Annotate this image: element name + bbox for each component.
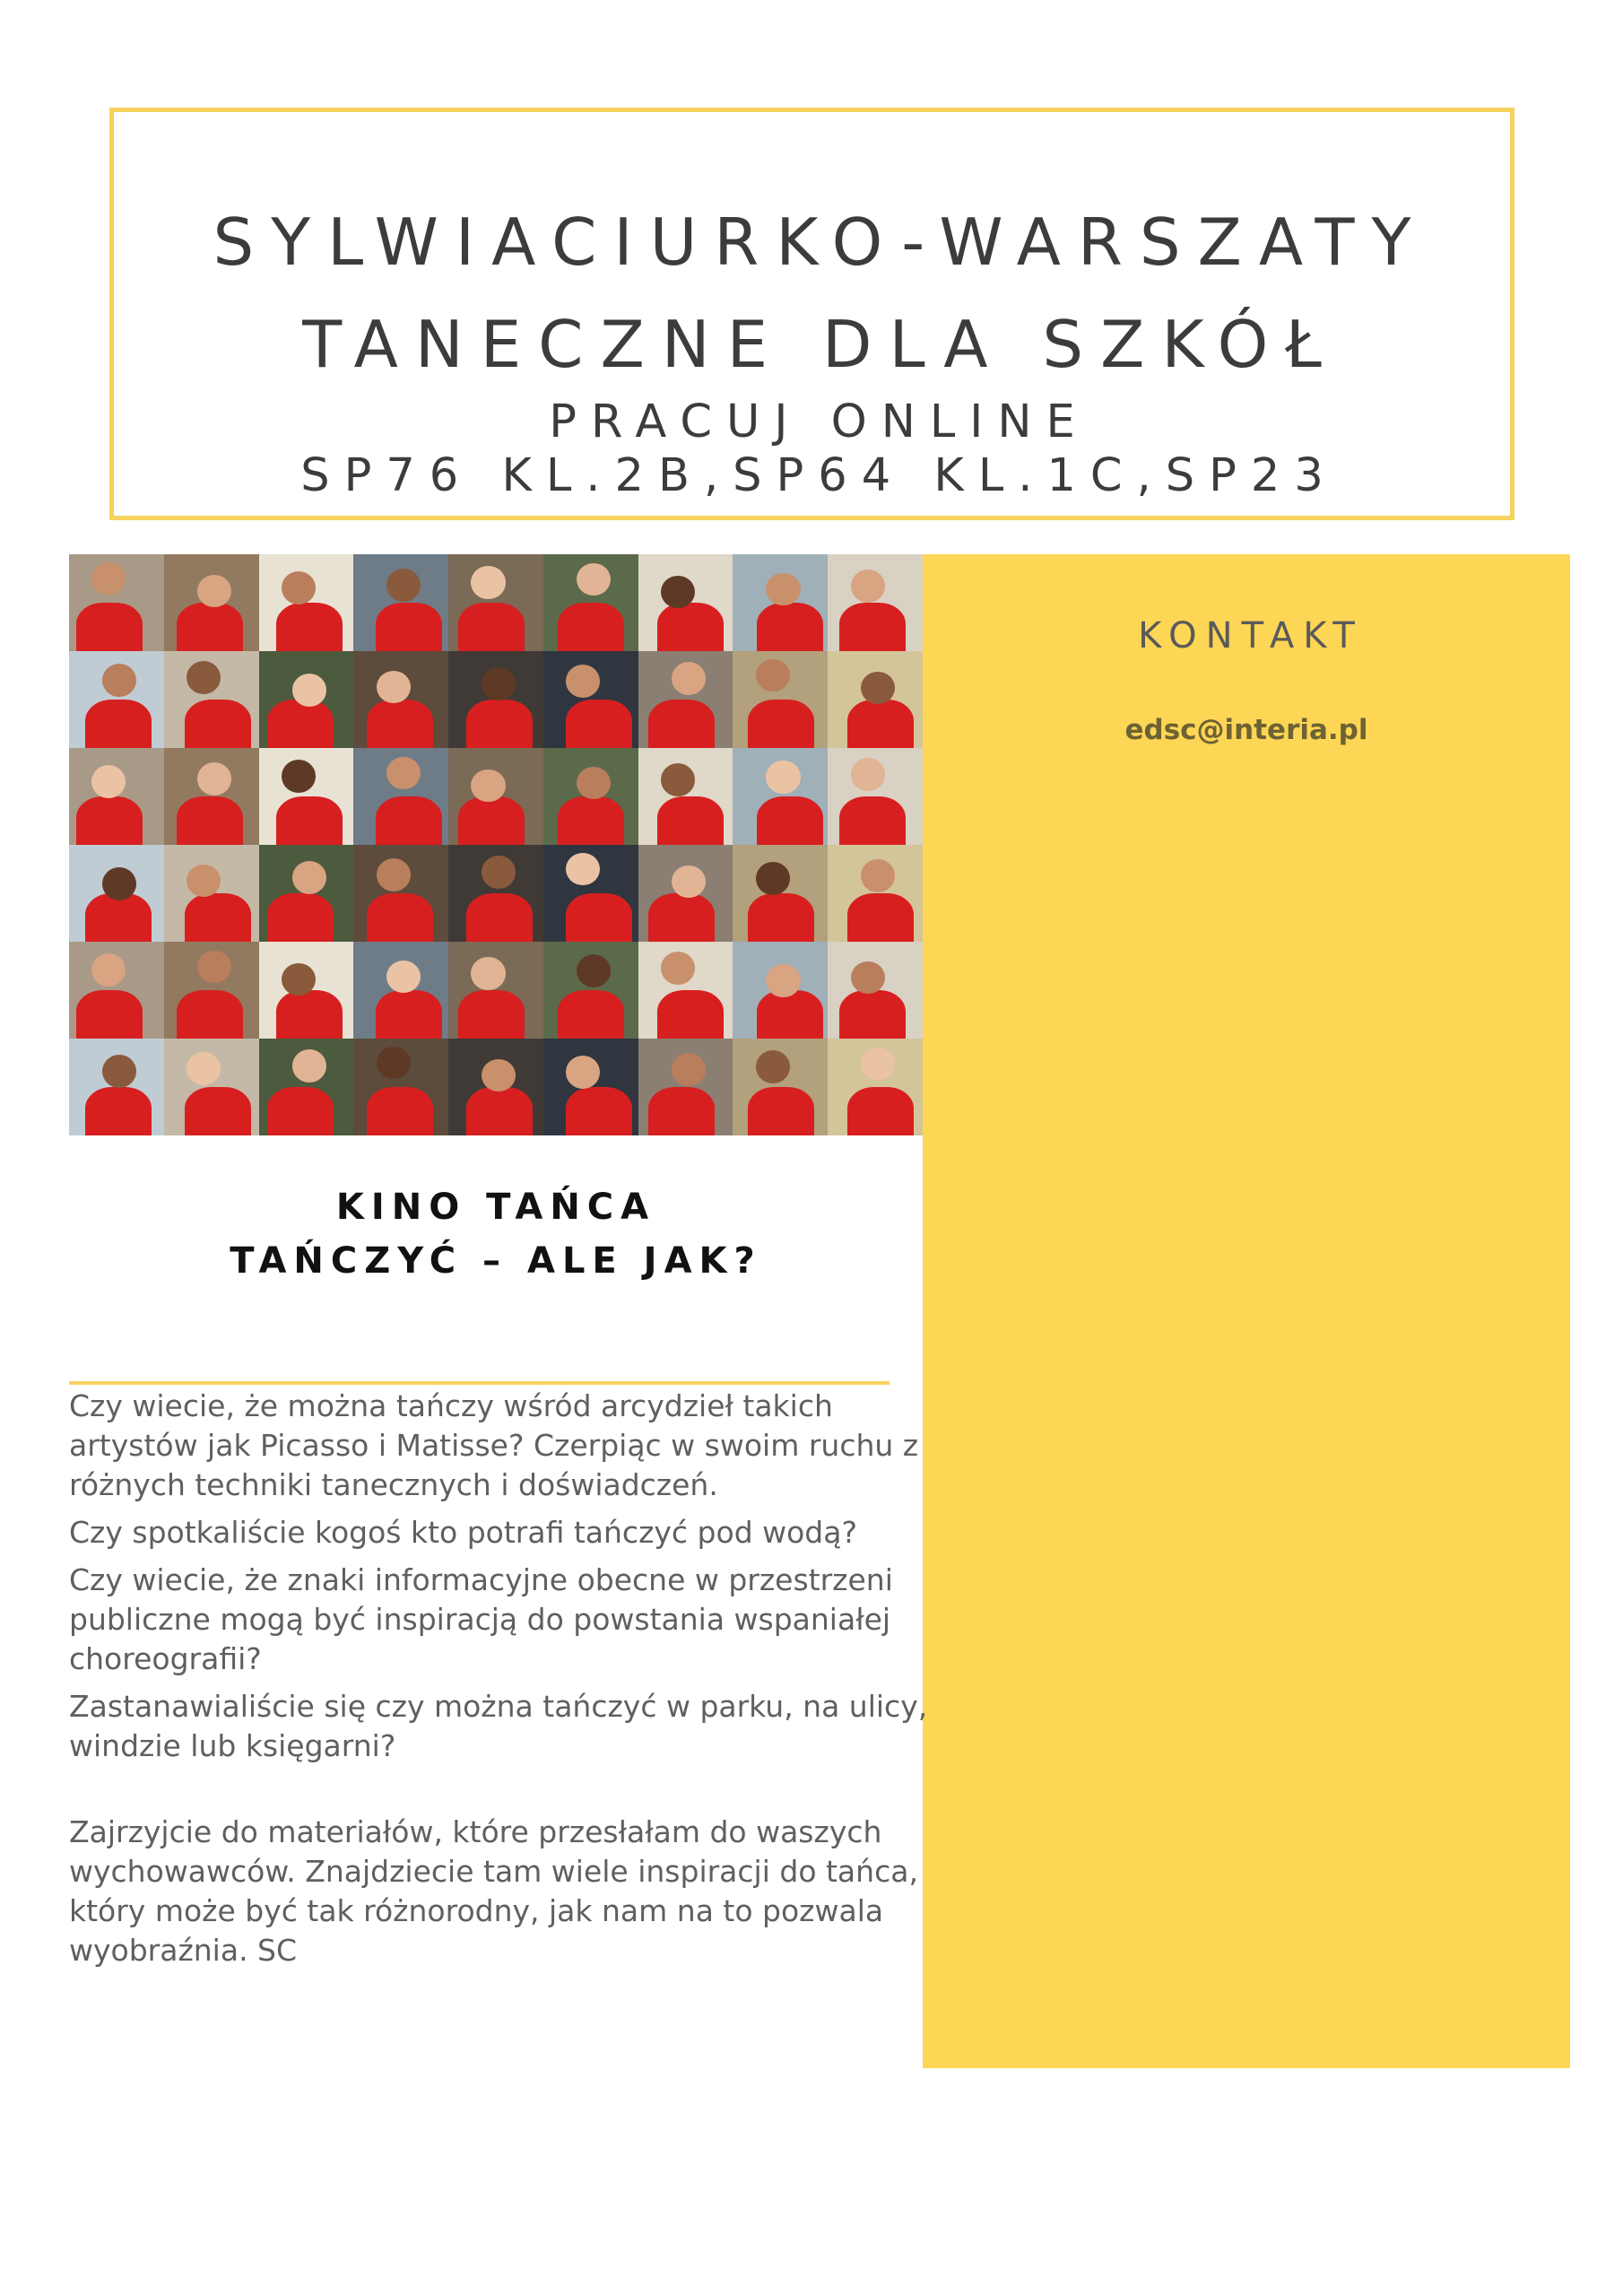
- paragraph-2: Czy spotkaliście kogoś kto potrafi tańczyć pod wodą?: [69, 1515, 857, 1550]
- dancer-photo: [638, 1039, 733, 1135]
- dancer-photo: [448, 554, 543, 651]
- subtitle-line-1: PRACUJ ONLINE: [549, 396, 1089, 448]
- subtitle-line-2: SP76 KL.2B,SP64 KL.1C,SP23: [300, 449, 1338, 502]
- dancer-photo: [543, 651, 638, 748]
- dancer-photo: [69, 554, 164, 651]
- dancer-photo: [69, 748, 164, 845]
- dancer-photo: [259, 845, 354, 942]
- dancer-photo: [69, 845, 164, 942]
- dancer-photo: [733, 942, 828, 1039]
- dancer-photo: [259, 748, 354, 845]
- dancer-photo: [543, 748, 638, 845]
- dancer-photo: [638, 845, 733, 942]
- dancer-photo: [828, 1039, 923, 1135]
- contact-sidebar: [923, 554, 1570, 2068]
- dancer-photo: [259, 651, 354, 748]
- paragraph-5: Zajrzyjcie do materiałów, które przesłałam do waszych wychowawców. Znajdziecie tam wiele inspiracji do tańca, który może być tak różnorodny, jak nam na to pozwala wyobraźnia. SC: [69, 1814, 918, 1968]
- divider-rule: [69, 1381, 890, 1385]
- dancer-photo: [733, 748, 828, 845]
- page-title: [114, 191, 1510, 396]
- dancer-photo: [353, 942, 448, 1039]
- dancer-photo: [448, 845, 543, 942]
- dancer-photo: [164, 845, 259, 942]
- dancer-photo: [164, 942, 259, 1039]
- dancer-photo: [259, 554, 354, 651]
- dancer-photo: [69, 1039, 164, 1135]
- header-box: [109, 108, 1515, 520]
- section-title-line-2: TAŃCZYĆ – ALE JAK?: [230, 1240, 762, 1282]
- dancer-photo: [733, 1039, 828, 1135]
- dancer-photo: [353, 748, 448, 845]
- dancer-photo: [259, 942, 354, 1039]
- dancer-photo: [69, 651, 164, 748]
- dancer-photo: [828, 554, 923, 651]
- dancer-photo: [259, 1039, 354, 1135]
- dancer-photo: [543, 942, 638, 1039]
- body-text: [69, 1387, 930, 1979]
- dancer-photo: [164, 651, 259, 748]
- contact-heading: KONTAKT: [1138, 615, 1364, 657]
- dancer-photo: [164, 554, 259, 651]
- dancer-photo: [353, 845, 448, 942]
- dancer-photo: [448, 1039, 543, 1135]
- subtitle: [114, 396, 1510, 503]
- dancer-photo: [733, 845, 828, 942]
- dancer-photo: [164, 748, 259, 845]
- dancer-photo: [353, 651, 448, 748]
- dancer-photo: [543, 845, 638, 942]
- dancer-photo: [69, 942, 164, 1039]
- dancer-photo: [828, 845, 923, 942]
- title-line-1: SYLWIACIURKO-WARSZATY: [213, 204, 1428, 280]
- dancer-photo: [353, 1039, 448, 1135]
- dancer-photo: [828, 651, 923, 748]
- dancer-photo: [638, 651, 733, 748]
- dancer-photo: [353, 554, 448, 651]
- dancer-photo: [828, 942, 923, 1039]
- dancer-photo: [448, 651, 543, 748]
- dancer-photo: [638, 942, 733, 1039]
- dancers-photo-collage: [69, 554, 923, 1135]
- section-title: [69, 1180, 923, 1288]
- title-line-2: TANECZNE DLA SZKÓŁ: [302, 307, 1339, 382]
- section-title-line-1: KINO TAŃCA: [335, 1187, 656, 1228]
- contact-email[interactable]: edsc@interia.pl: [1124, 714, 1368, 746]
- dancer-photo: [733, 554, 828, 651]
- dancer-photo: [733, 651, 828, 748]
- dancer-photo: [448, 748, 543, 845]
- dancer-photo: [828, 748, 923, 845]
- dancer-photo: [543, 1039, 638, 1135]
- paragraph-1: Czy wiecie, że można tańczy wśród arcydzieł takich artystów jak Picasso i Matisse? Czerpiąc w swoim ruchu z różnych techniki tanecznych i doświadczeń.: [69, 1388, 919, 1502]
- paragraph-4: Zastanawialiście się czy można tańczyć w parku, na ulicy, windzie lub księgarni?: [69, 1689, 928, 1763]
- dancer-photo: [543, 554, 638, 651]
- dancer-photo: [638, 554, 733, 651]
- dancer-photo: [164, 1039, 259, 1135]
- paragraph-3: Czy wiecie, że znaki informacyjne obecne w przestrzeni publiczne mogą być inspiracją do powstania wspaniałej choreografii?: [69, 1562, 893, 1676]
- dancer-photo: [638, 748, 733, 845]
- dancer-photo: [448, 942, 543, 1039]
